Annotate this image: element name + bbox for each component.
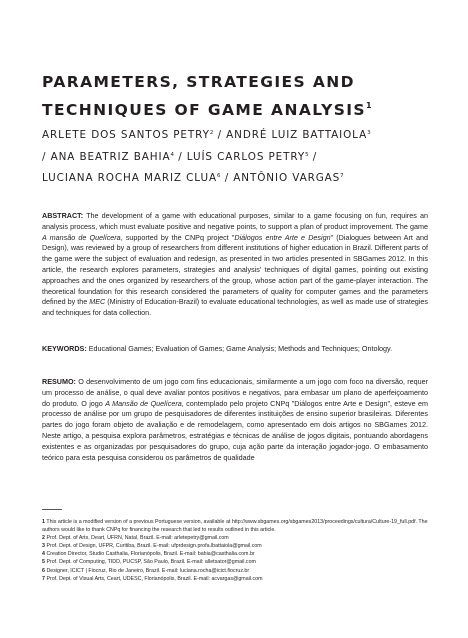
author-separator: / [42, 150, 47, 163]
project-title: Diálogos entre Arte e Design [234, 232, 331, 242]
footnote-text: Prof. Dept. of Design, UFPR, Curitiba, Brazil. E-mail: ufprdesign.profa.lbattaiola@gmail.com [46, 543, 262, 550]
title-line-2: TECHNIQUES OF GAME ANALYSIS [42, 101, 366, 119]
author-separator: / [178, 150, 183, 163]
footnote-item [42, 575, 428, 583]
footnote-item [42, 542, 428, 550]
title-footnote-marker: 1 [366, 101, 372, 110]
game-title: A mansão de Quelícera [42, 232, 121, 242]
author-name: ANA BEATRIZ BAHIA [50, 150, 171, 163]
resumo-text: O desenvolvimento de um jogo com fins educacionais, similarmente a um jogo com foco na diversão, requer um processo de análise, o qual deve avaliar pontos positivos e negativos, para embasar um plano de aperfeiçoamento do produto. O jogo [42, 377, 428, 408]
abstract-label: ABSTRACT: [42, 211, 84, 220]
footnote-text: Designer, ICICT | Fiocruz, Rio de Janeiro, Brazil. E-mail: luciana.rocha@icict.fiocruz.br [46, 567, 250, 574]
author-footnote-marker: 2 [209, 130, 214, 136]
footnote-text: Prof. Dept. of Visual Arts, Ceart, UDESC, Florianópolis, Brazil. E-mail: acvargas@gmail.com [46, 575, 263, 582]
footnote-text: Prof. Dept. of Arts, Deart, UFRN, Natal, Brazil. E-mail: arletepetry@gmail.com [46, 535, 229, 542]
author-footnote-marker: 4 [170, 151, 174, 158]
footnote-number: 4 [42, 551, 45, 558]
resumo-text: , contemplado pelo projeto CNPq "Diálogos entre Arte e Design", esteve em processo de análise por um grupo de pesquisadores de diferentes instituições de ensino superior brasileiras. Diferentes partes do jogo foram objeto de avaliação e de remodelagem, como apresentado em dois artigos no SBGames 2012. Neste artigo, a pesquisa explora parâmetros, estratégias e técnicas de análise de jogos digitais, pontuando abordagens existentes e as organizadas por pesquisadores do grupo, cuja ação parte da interação jogador-jogo. O embasamento teórico para esta pesquisa considerou os parâmetros de qualidade [42, 398, 429, 462]
author-footnote-marker: 5 [305, 151, 309, 158]
resumo-paragraph [42, 377, 428, 463]
paper-title [42, 70, 442, 122]
abstract-text: (Ministry of Education-Brazil) to evaluate educational technologies, as well as made use of strategies and techniques for data collection. [42, 297, 428, 318]
footnote-number: 3 [42, 543, 45, 550]
abstract-text: , supported by the CNPq project " [120, 232, 235, 242]
mec-acronym: MEC [89, 297, 106, 307]
footnote-item [42, 567, 428, 575]
footnote-text: Prof. Dept. of Computing, TIDD, PUCSP, São Paulo, Brazil. E-mail: alletsator@gmail.com [46, 559, 256, 566]
title-line-1: PARAMETERS, STRATEGIES AND [42, 73, 355, 91]
footnote-text: Creation Director, Studio Casthalia, Florianópolis, Brazil. E-mail: bahia@casthalia.com.br [46, 551, 255, 558]
abstract-text: " (Dialogues between Art and Design), was reviewed by a group of researchers from different institutions of higher education in Brazil. Different parts of the game were the subject of evaluation and redesign, as presented in two articles presented in SBGames 2012. In this article, the research explores parameters, strategies and analysis' techniques of digital games, pointing out existing approaches and the ones organized by researchers of the group, whose action part of the game-player interaction. The theoretical foundation for this research considered the parameters of quality for computer games and the parameters defined by the [42, 232, 429, 307]
footnote-list [42, 518, 428, 583]
footnote-number: 2 [42, 535, 45, 542]
game-title: A Mansão de Quelícera [105, 398, 182, 408]
author-name: LUÍS CARLOS PETRY [186, 150, 306, 163]
author-name: ANDRÉ LUIZ BATTAIOLA [226, 129, 368, 141]
author-list [42, 124, 452, 189]
footnote-item [42, 534, 428, 542]
footnote-item [42, 550, 428, 558]
author-footnote-marker: 3 [367, 130, 371, 136]
author-name: ARLETE DOS SANTOS PETRY [42, 129, 210, 141]
footnote-item [42, 558, 428, 566]
footnote-number: 5 [42, 559, 45, 566]
footnote-text: This article is a modified version of a previous Portuguese version, available at http://www.sbgames.org/sbgames2013/proceedings/cultura/Culture-19_full.pdf. The authors would like to thank CNPq for financing the research that led to results outlined in this article. [42, 519, 428, 534]
footnote-number: 7 [42, 575, 45, 582]
keywords-paragraph [42, 344, 428, 355]
author-footnote-marker: 6 [216, 173, 221, 179]
keywords-text: Educational Games; Evaluation of Games; Game Analysis; Methods and Techniques; Ontology. [88, 344, 393, 353]
footnote-divider [42, 509, 62, 510]
abstract-paragraph [42, 211, 428, 319]
resumo-label: RESUMO: [42, 377, 76, 386]
footnote-item [42, 518, 428, 534]
footnote-number: 6 [42, 567, 45, 574]
author-separator: / [217, 129, 222, 141]
abstract-text: The development of a game with educational purposes, similar to a game focusing on fun, requires an analysis process, which must evaluate positive and negative points, to support a plan of product improvement. The game [42, 211, 428, 231]
keywords-label: KEYWORDS: [42, 344, 87, 353]
author-separator: / [312, 150, 318, 163]
author-footnote-marker: 7 [340, 173, 344, 179]
footnote-number: 1 [42, 519, 45, 525]
author-separator: / [224, 172, 230, 184]
author-name: LUCIANA ROCHA MARIZ CLUA [42, 172, 217, 184]
author-name: ANTÔNIO VARGAS [233, 172, 341, 184]
